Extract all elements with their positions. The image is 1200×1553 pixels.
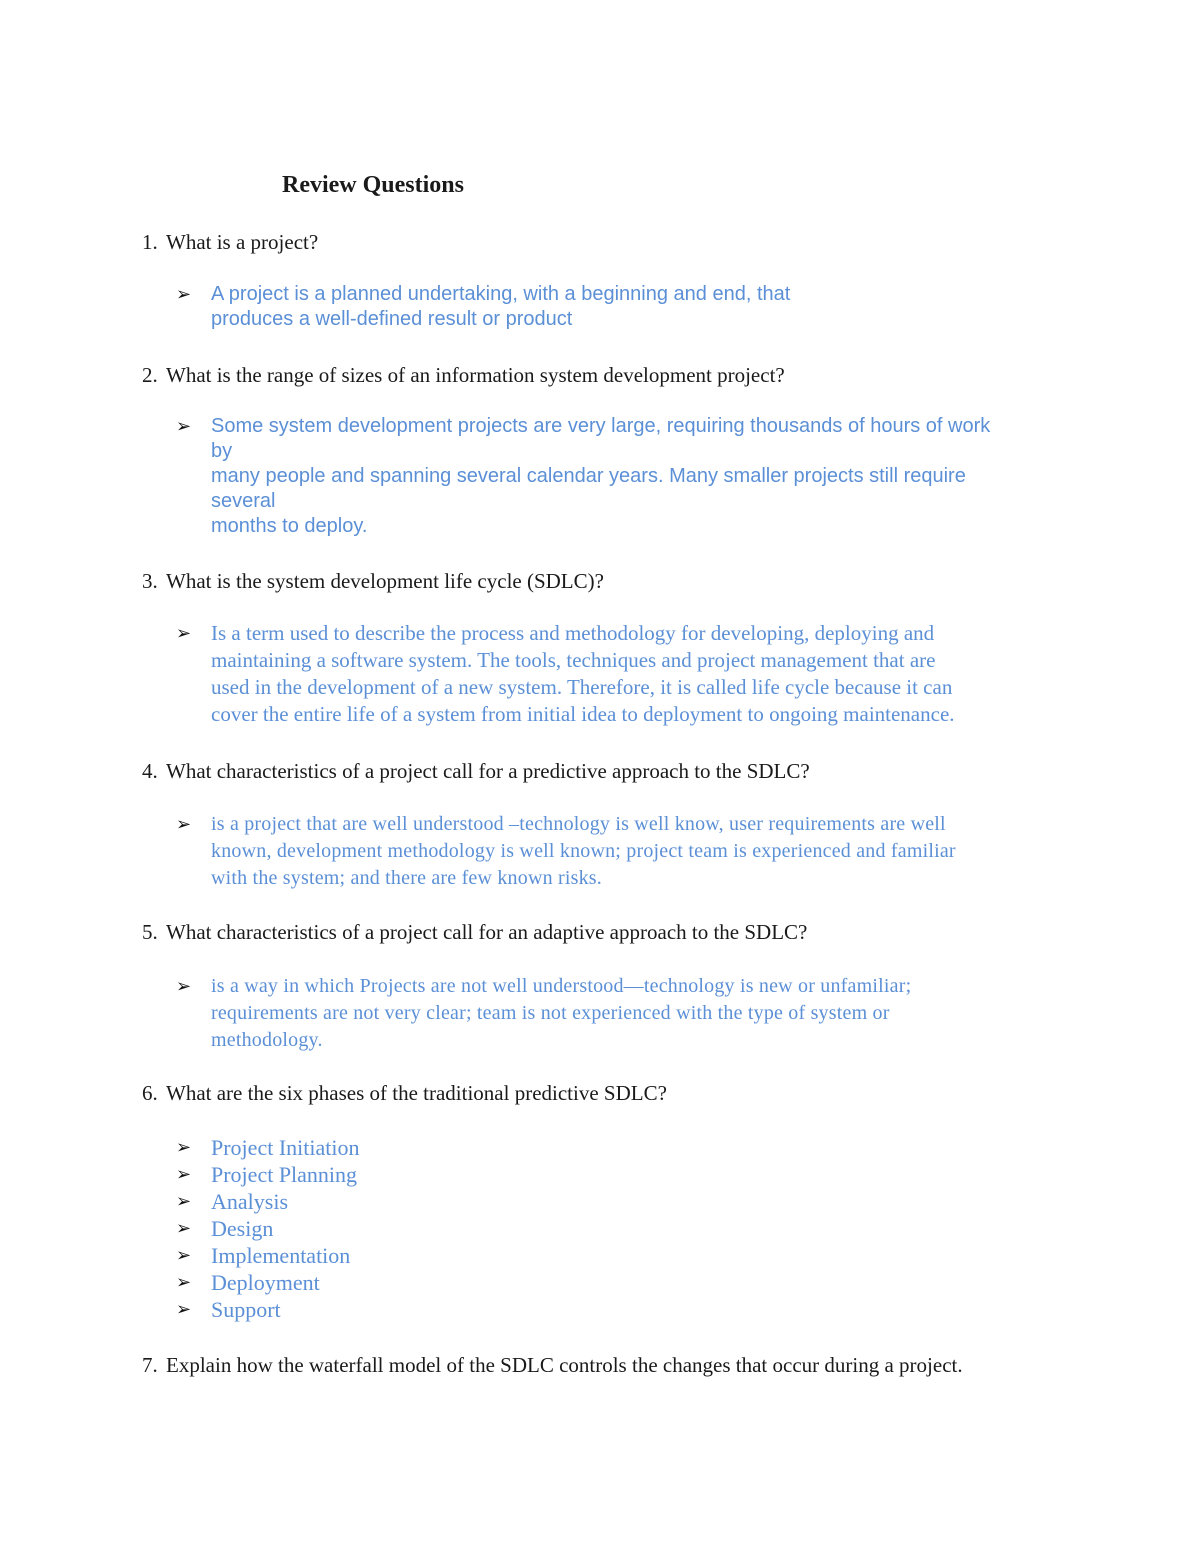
answer-line: is a way in which Projects are not well understood—technology is new or unfamiliar; (211, 975, 912, 997)
arrow-bullet-icon: ➢ (176, 284, 192, 305)
phase-label: Design (211, 1216, 274, 1241)
phase-item (176, 1134, 1076, 1161)
answer-line: methodology. (211, 1029, 323, 1051)
question-number: 5. (142, 920, 158, 944)
question-text: What characteristics of a project call for an adaptive approach to the SDLC? (166, 920, 808, 944)
answer-line: by (211, 440, 233, 462)
question-3 (142, 567, 604, 595)
phase-item (176, 1242, 1076, 1269)
question-2 (142, 361, 785, 389)
arrow-bullet-icon: ➢ (176, 1137, 192, 1158)
question-text: What characteristics of a project call for a predictive approach to the SDLC? (166, 759, 810, 783)
phase-item (176, 1215, 1076, 1242)
answer-3 (176, 620, 1076, 728)
question-number: 6. (142, 1081, 158, 1105)
question-6 (142, 1079, 667, 1107)
answer-item (176, 620, 1076, 728)
question-1 (142, 228, 318, 256)
answer-item (176, 414, 1076, 539)
arrow-bullet-icon: ➢ (176, 1164, 192, 1185)
answer-1 (176, 282, 1076, 332)
answer-line: with the system; and there are few known risks. (211, 867, 602, 889)
answer-item (176, 282, 1076, 332)
question-7 (142, 1351, 963, 1379)
page-title: Review Questions (282, 172, 464, 198)
phase-label: Analysis (211, 1189, 288, 1214)
answer-line: requirements are not very clear; team is not experienced with the type of system or (211, 1002, 890, 1024)
question-text: What is the system development life cycle (SDLC)? (166, 569, 604, 593)
answer-item (176, 811, 1076, 892)
arrow-bullet-icon: ➢ (176, 623, 192, 644)
arrow-bullet-icon: ➢ (176, 1245, 192, 1266)
phase-label: Deployment (211, 1270, 320, 1295)
question-number: 3. (142, 569, 158, 593)
question-number: 7. (142, 1353, 158, 1377)
arrow-bullet-icon: ➢ (176, 976, 192, 997)
phase-label: Project Initiation (211, 1135, 360, 1160)
answer-line: A project is a planned undertaking, with a beginning and end, that (211, 283, 791, 305)
arrow-bullet-icon: ➢ (176, 416, 192, 437)
phase-list (176, 1134, 1076, 1323)
phase-label: Support (211, 1297, 281, 1322)
answer-line: is a project that are well understood –technology is well know, user requirements are well (211, 813, 946, 835)
phase-label: Implementation (211, 1243, 351, 1268)
arrow-bullet-icon: ➢ (176, 1272, 192, 1293)
answer-line: produces a well-defined result or product (211, 308, 573, 330)
question-4 (142, 757, 810, 785)
answer-line: maintaining a software system. The tools, techniques and project management that are (211, 648, 936, 672)
answer-line: Some system development projects are very large, requiring thousands of hours of work (211, 415, 991, 437)
answer-5 (176, 973, 1076, 1054)
question-number: 4. (142, 759, 158, 783)
question-text: What is a project? (166, 230, 319, 254)
question-number: 1. (142, 230, 158, 254)
answer-line: several (211, 490, 276, 512)
phase-item (176, 1188, 1076, 1215)
answer-item (176, 973, 1076, 1054)
question-text: What is the range of sizes of an information system development project? (166, 363, 785, 387)
question-5 (142, 918, 807, 946)
question-text: Explain how the waterfall model of the SDLC controls the changes that occur during a project. (166, 1353, 963, 1377)
arrow-bullet-icon: ➢ (176, 814, 192, 835)
answer-line: known, development methodology is well known; project team is experienced and familiar (211, 840, 956, 862)
answer-line: Is a term used to describe the process and methodology for developing, deploying and (211, 621, 935, 645)
phase-label: Project Planning (211, 1162, 358, 1187)
answer-2 (176, 414, 1076, 539)
answer-line: many people and spanning several calendar years. Many smaller projects still require (211, 465, 966, 487)
arrow-bullet-icon: ➢ (176, 1191, 192, 1212)
answer-line: months to deploy. (211, 515, 368, 537)
question-text: What are the six phases of the traditional predictive SDLC? (166, 1081, 667, 1105)
phase-item (176, 1161, 1076, 1188)
answer-line: cover the entire life of a system from initial idea to deployment to ongoing maintenance. (211, 702, 955, 726)
arrow-bullet-icon: ➢ (176, 1299, 192, 1320)
answer-line: used in the development of a new system. Therefore, it is called life cycle because it can (211, 675, 953, 699)
phase-item (176, 1269, 1076, 1296)
arrow-bullet-icon: ➢ (176, 1218, 192, 1239)
question-number: 2. (142, 363, 158, 387)
phase-item (176, 1296, 1076, 1323)
answer-4 (176, 811, 1076, 892)
